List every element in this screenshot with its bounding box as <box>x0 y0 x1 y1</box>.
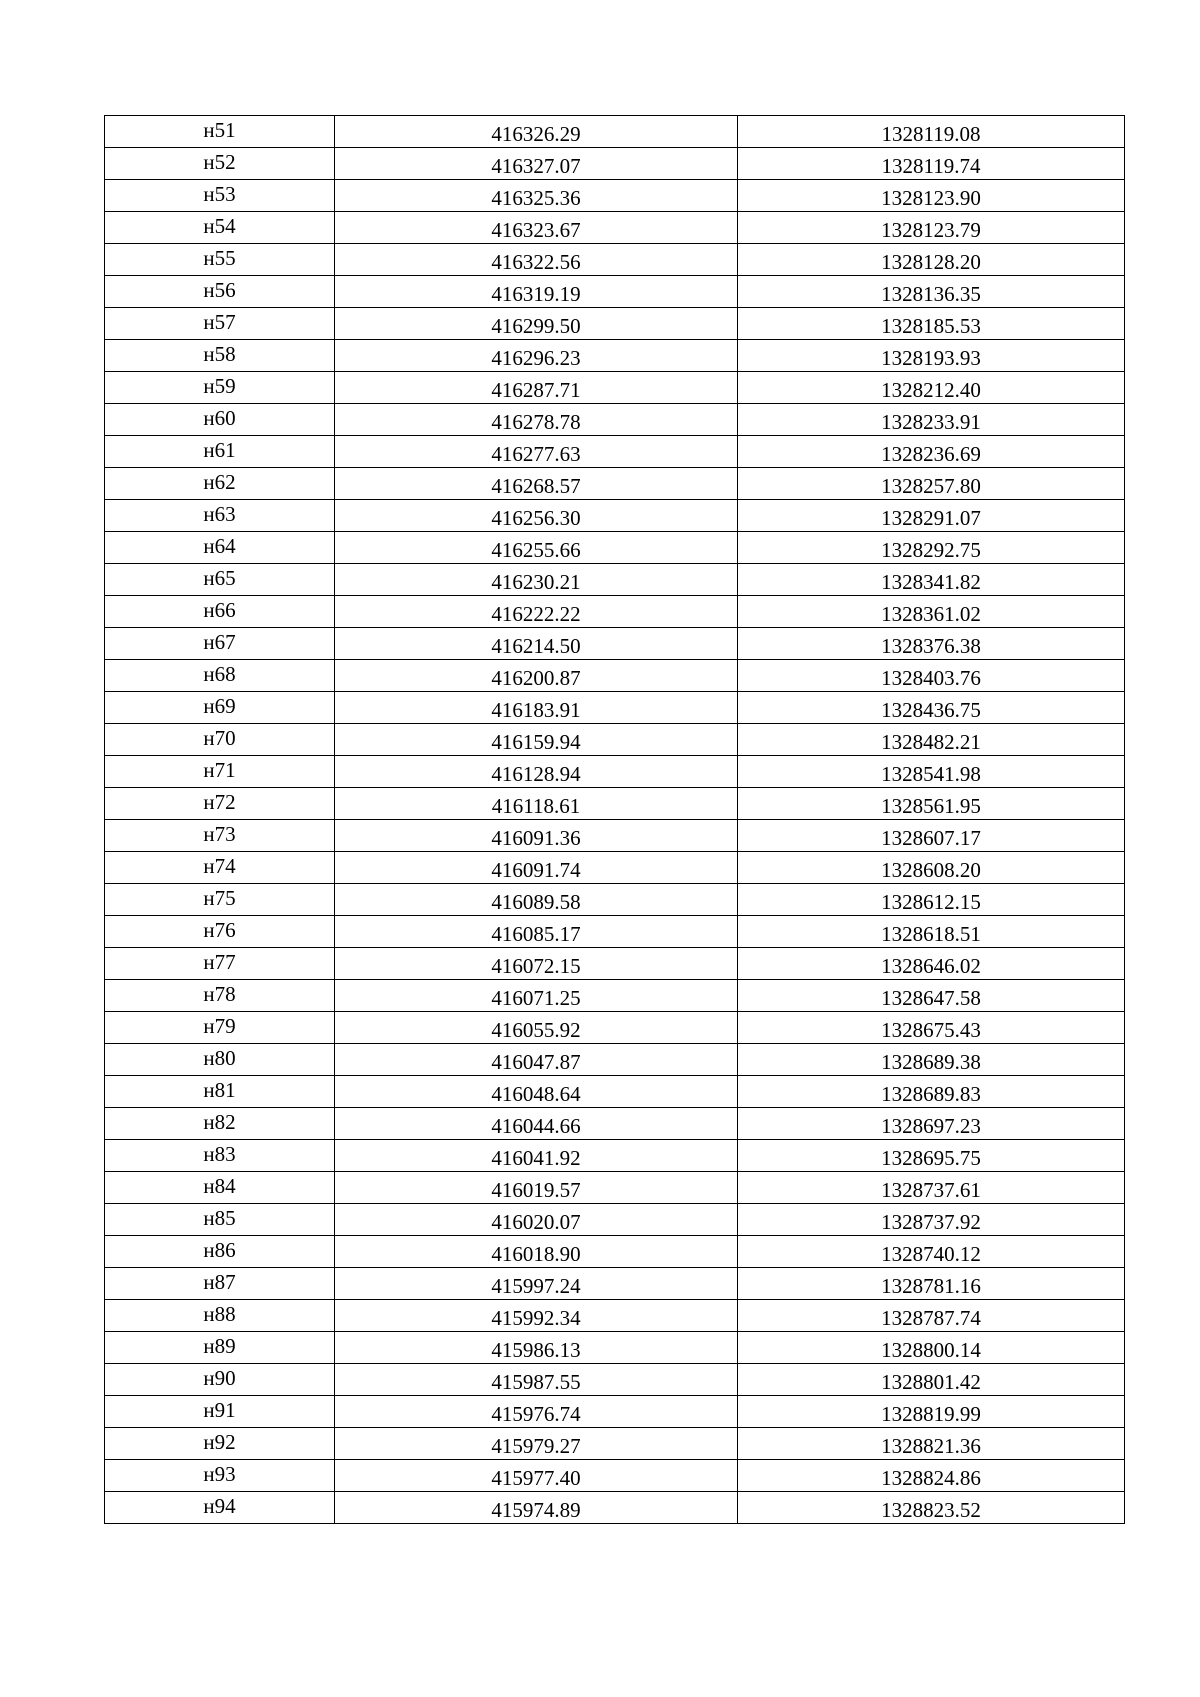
point-name-cell: н61 <box>105 436 335 468</box>
y-coordinate-cell: 1328236.69 <box>738 436 1125 468</box>
point-name-cell: н71 <box>105 756 335 788</box>
table-row <box>105 1268 1125 1300</box>
x-coordinate-cell: 416296.23 <box>335 340 738 372</box>
point-name-cell: н70 <box>105 724 335 756</box>
x-coordinate-cell: 416089.58 <box>335 884 738 916</box>
table-row <box>105 852 1125 884</box>
table-row <box>105 1172 1125 1204</box>
point-name-cell: н62 <box>105 468 335 500</box>
y-coordinate-cell: 1328608.20 <box>738 852 1125 884</box>
y-coordinate-cell: 1328787.74 <box>738 1300 1125 1332</box>
table-row <box>105 1204 1125 1236</box>
y-coordinate-cell: 1328123.90 <box>738 180 1125 212</box>
y-coordinate-cell: 1328646.02 <box>738 948 1125 980</box>
x-coordinate-cell: 416323.67 <box>335 212 738 244</box>
point-name-cell: н52 <box>105 148 335 180</box>
y-coordinate-cell: 1328697.23 <box>738 1108 1125 1140</box>
table-row <box>105 500 1125 532</box>
y-coordinate-cell: 1328695.75 <box>738 1140 1125 1172</box>
x-coordinate-cell: 415979.27 <box>335 1428 738 1460</box>
y-coordinate-cell: 1328781.16 <box>738 1268 1125 1300</box>
table-row <box>105 948 1125 980</box>
x-coordinate-cell: 415974.89 <box>335 1492 738 1524</box>
y-coordinate-cell: 1328185.53 <box>738 308 1125 340</box>
x-coordinate-cell: 416047.87 <box>335 1044 738 1076</box>
table-row <box>105 660 1125 692</box>
table-row <box>105 1076 1125 1108</box>
table-row <box>105 724 1125 756</box>
y-coordinate-cell: 1328819.99 <box>738 1396 1125 1428</box>
x-coordinate-cell: 416019.57 <box>335 1172 738 1204</box>
point-name-cell: н59 <box>105 372 335 404</box>
point-name-cell: н81 <box>105 1076 335 1108</box>
table-row <box>105 1044 1125 1076</box>
table-row <box>105 916 1125 948</box>
table-row <box>105 692 1125 724</box>
y-coordinate-cell: 1328618.51 <box>738 916 1125 948</box>
table-row <box>105 276 1125 308</box>
y-coordinate-cell: 1328403.76 <box>738 660 1125 692</box>
x-coordinate-cell: 416255.66 <box>335 532 738 564</box>
table-row <box>105 1460 1125 1492</box>
x-coordinate-cell: 415976.74 <box>335 1396 738 1428</box>
x-coordinate-cell: 416256.30 <box>335 500 738 532</box>
point-name-cell: н91 <box>105 1396 335 1428</box>
y-coordinate-cell: 1328291.07 <box>738 500 1125 532</box>
y-coordinate-cell: 1328689.83 <box>738 1076 1125 1108</box>
table-row <box>105 1396 1125 1428</box>
table-row <box>105 884 1125 916</box>
point-name-cell: н68 <box>105 660 335 692</box>
point-name-cell: н67 <box>105 628 335 660</box>
x-coordinate-cell: 416322.56 <box>335 244 738 276</box>
x-coordinate-cell: 416277.63 <box>335 436 738 468</box>
x-coordinate-cell: 416091.74 <box>335 852 738 884</box>
x-coordinate-cell: 416319.19 <box>335 276 738 308</box>
table-row <box>105 148 1125 180</box>
y-coordinate-cell: 1328136.35 <box>738 276 1125 308</box>
y-coordinate-cell: 1328737.61 <box>738 1172 1125 1204</box>
x-coordinate-cell: 416327.07 <box>335 148 738 180</box>
x-coordinate-cell: 416091.36 <box>335 820 738 852</box>
point-name-cell: н60 <box>105 404 335 436</box>
table-row <box>105 1332 1125 1364</box>
point-name-cell: н87 <box>105 1268 335 1300</box>
point-name-cell: н78 <box>105 980 335 1012</box>
x-coordinate-cell: 416055.92 <box>335 1012 738 1044</box>
table-row <box>105 1236 1125 1268</box>
y-coordinate-cell: 1328212.40 <box>738 372 1125 404</box>
x-coordinate-cell: 416299.50 <box>335 308 738 340</box>
point-name-cell: н64 <box>105 532 335 564</box>
y-coordinate-cell: 1328193.93 <box>738 340 1125 372</box>
x-coordinate-cell: 415992.34 <box>335 1300 738 1332</box>
point-name-cell: н90 <box>105 1364 335 1396</box>
point-name-cell: н76 <box>105 916 335 948</box>
x-coordinate-cell: 416268.57 <box>335 468 738 500</box>
y-coordinate-cell: 1328737.92 <box>738 1204 1125 1236</box>
x-coordinate-cell: 416018.90 <box>335 1236 738 1268</box>
y-coordinate-cell: 1328675.43 <box>738 1012 1125 1044</box>
coordinates-table <box>104 115 1125 1524</box>
point-name-cell: н93 <box>105 1460 335 1492</box>
x-coordinate-cell: 416085.17 <box>335 916 738 948</box>
table-row <box>105 1492 1125 1524</box>
y-coordinate-cell: 1328257.80 <box>738 468 1125 500</box>
point-name-cell: н74 <box>105 852 335 884</box>
table-row <box>105 756 1125 788</box>
point-name-cell: н73 <box>105 820 335 852</box>
table-row <box>105 1364 1125 1396</box>
x-coordinate-cell: 416072.15 <box>335 948 738 980</box>
y-coordinate-cell: 1328341.82 <box>738 564 1125 596</box>
y-coordinate-cell: 1328612.15 <box>738 884 1125 916</box>
point-name-cell: н53 <box>105 180 335 212</box>
table-row <box>105 1428 1125 1460</box>
y-coordinate-cell: 1328128.20 <box>738 244 1125 276</box>
y-coordinate-cell: 1328800.14 <box>738 1332 1125 1364</box>
point-name-cell: н85 <box>105 1204 335 1236</box>
y-coordinate-cell: 1328647.58 <box>738 980 1125 1012</box>
x-coordinate-cell: 416326.29 <box>335 116 738 148</box>
x-coordinate-cell: 416200.87 <box>335 660 738 692</box>
point-name-cell: н63 <box>105 500 335 532</box>
point-name-cell: н83 <box>105 1140 335 1172</box>
table-row <box>105 180 1125 212</box>
table-row <box>105 820 1125 852</box>
point-name-cell: н88 <box>105 1300 335 1332</box>
x-coordinate-cell: 416071.25 <box>335 980 738 1012</box>
table-row <box>105 372 1125 404</box>
table-row <box>105 1140 1125 1172</box>
table-row <box>105 1012 1125 1044</box>
y-coordinate-cell: 1328824.86 <box>738 1460 1125 1492</box>
point-name-cell: н56 <box>105 276 335 308</box>
point-name-cell: н66 <box>105 596 335 628</box>
x-coordinate-cell: 416230.21 <box>335 564 738 596</box>
point-name-cell: н55 <box>105 244 335 276</box>
table-row <box>105 212 1125 244</box>
point-name-cell: н92 <box>105 1428 335 1460</box>
x-coordinate-cell: 416020.07 <box>335 1204 738 1236</box>
table-row <box>105 1300 1125 1332</box>
point-name-cell: н51 <box>105 116 335 148</box>
x-coordinate-cell: 416214.50 <box>335 628 738 660</box>
point-name-cell: н65 <box>105 564 335 596</box>
table-row <box>105 116 1125 148</box>
x-coordinate-cell: 416325.36 <box>335 180 738 212</box>
table-row <box>105 788 1125 820</box>
point-name-cell: н57 <box>105 308 335 340</box>
point-name-cell: н86 <box>105 1236 335 1268</box>
y-coordinate-cell: 1328482.21 <box>738 724 1125 756</box>
y-coordinate-cell: 1328436.75 <box>738 692 1125 724</box>
table-row <box>105 564 1125 596</box>
x-coordinate-cell: 416044.66 <box>335 1108 738 1140</box>
y-coordinate-cell: 1328821.36 <box>738 1428 1125 1460</box>
x-coordinate-cell: 416048.64 <box>335 1076 738 1108</box>
table-row <box>105 628 1125 660</box>
point-name-cell: н79 <box>105 1012 335 1044</box>
point-name-cell: н82 <box>105 1108 335 1140</box>
x-coordinate-cell: 415977.40 <box>335 1460 738 1492</box>
x-coordinate-cell: 415986.13 <box>335 1332 738 1364</box>
table-row <box>105 468 1125 500</box>
point-name-cell: н72 <box>105 788 335 820</box>
y-coordinate-cell: 1328361.02 <box>738 596 1125 628</box>
x-coordinate-cell: 416222.22 <box>335 596 738 628</box>
x-coordinate-cell: 416041.92 <box>335 1140 738 1172</box>
y-coordinate-cell: 1328740.12 <box>738 1236 1125 1268</box>
x-coordinate-cell: 416287.71 <box>335 372 738 404</box>
y-coordinate-cell: 1328233.91 <box>738 404 1125 436</box>
point-name-cell: н69 <box>105 692 335 724</box>
y-coordinate-cell: 1328123.79 <box>738 212 1125 244</box>
y-coordinate-cell: 1328292.75 <box>738 532 1125 564</box>
y-coordinate-cell: 1328541.98 <box>738 756 1125 788</box>
point-name-cell: н75 <box>105 884 335 916</box>
point-name-cell: н54 <box>105 212 335 244</box>
coordinates-table-body <box>105 116 1125 1524</box>
y-coordinate-cell: 1328119.08 <box>738 116 1125 148</box>
table-row <box>105 980 1125 1012</box>
point-name-cell: н94 <box>105 1492 335 1524</box>
point-name-cell: н84 <box>105 1172 335 1204</box>
y-coordinate-cell: 1328376.38 <box>738 628 1125 660</box>
y-coordinate-cell: 1328607.17 <box>738 820 1125 852</box>
x-coordinate-cell: 416278.78 <box>335 404 738 436</box>
point-name-cell: н80 <box>105 1044 335 1076</box>
x-coordinate-cell: 416159.94 <box>335 724 738 756</box>
table-row <box>105 436 1125 468</box>
x-coordinate-cell: 416128.94 <box>335 756 738 788</box>
y-coordinate-cell: 1328119.74 <box>738 148 1125 180</box>
point-name-cell: н58 <box>105 340 335 372</box>
x-coordinate-cell: 416118.61 <box>335 788 738 820</box>
table-row <box>105 340 1125 372</box>
table-row <box>105 596 1125 628</box>
x-coordinate-cell: 415987.55 <box>335 1364 738 1396</box>
x-coordinate-cell: 415997.24 <box>335 1268 738 1300</box>
table-row <box>105 404 1125 436</box>
y-coordinate-cell: 1328823.52 <box>738 1492 1125 1524</box>
x-coordinate-cell: 416183.91 <box>335 692 738 724</box>
y-coordinate-cell: 1328689.38 <box>738 1044 1125 1076</box>
point-name-cell: н89 <box>105 1332 335 1364</box>
y-coordinate-cell: 1328561.95 <box>738 788 1125 820</box>
y-coordinate-cell: 1328801.42 <box>738 1364 1125 1396</box>
table-row <box>105 1108 1125 1140</box>
table-row <box>105 532 1125 564</box>
table-row <box>105 244 1125 276</box>
table-row <box>105 308 1125 340</box>
point-name-cell: н77 <box>105 948 335 980</box>
